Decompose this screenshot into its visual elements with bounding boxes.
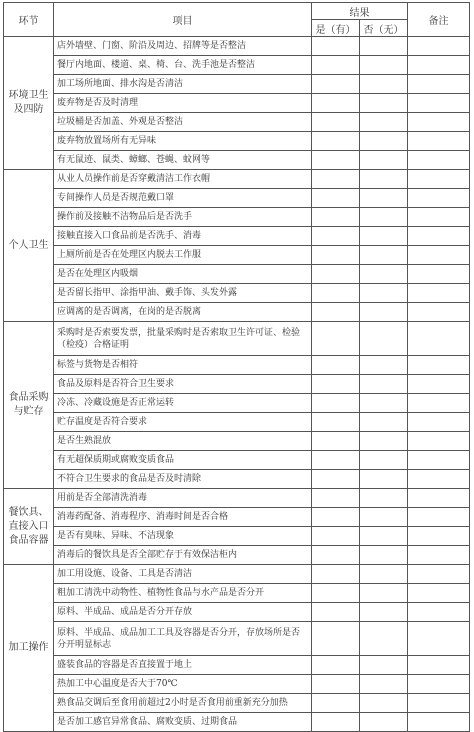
inspection-table xyxy=(3,2,470,732)
check-item: 热加工中心温度是否大于70℃ xyxy=(54,675,312,694)
table-row xyxy=(4,527,470,546)
check-item: 从业人员操作前是否穿戴清洁工作衣帽 xyxy=(54,170,312,189)
check-item: 是否在处理区内吸烟 xyxy=(54,265,312,284)
yes-cell[interactable] xyxy=(312,75,360,94)
header-remark: 备注 xyxy=(408,3,470,37)
check-item: 粗加工清洗中动物性、植物性食品与水产品是否分开 xyxy=(54,584,312,603)
no-cell[interactable] xyxy=(360,584,408,603)
check-item: 冷冻、冷藏设施是否正常运转 xyxy=(54,394,312,413)
check-item: 是否有臭味、异味、不洁现象 xyxy=(54,527,312,546)
header-item: 项目 xyxy=(54,3,312,37)
remark-cell[interactable] xyxy=(408,694,470,713)
yes-cell[interactable] xyxy=(312,713,360,732)
no-cell[interactable] xyxy=(360,75,408,94)
check-item: 有无鼠迹、鼠类、蟑螂、苍蝇、蚊网等 xyxy=(54,151,312,170)
no-cell[interactable] xyxy=(360,113,408,132)
no-cell[interactable] xyxy=(360,675,408,694)
no-cell[interactable] xyxy=(360,432,408,451)
check-item: 应调离的是否调离，在岗的是否脱离 xyxy=(54,303,312,322)
no-cell[interactable] xyxy=(360,37,408,56)
table-row xyxy=(4,656,470,675)
no-cell[interactable] xyxy=(360,265,408,284)
table-row xyxy=(4,713,470,732)
table-row xyxy=(4,394,470,413)
no-cell[interactable] xyxy=(360,656,408,675)
no-cell[interactable] xyxy=(360,284,408,303)
table-header xyxy=(4,3,470,37)
check-item: 原料、半成品、成品加工工具及容器是否分开，存放场所是否分开明显标志 xyxy=(54,622,312,656)
yes-cell[interactable] xyxy=(312,546,360,565)
table-row xyxy=(4,94,470,113)
remark-cell[interactable] xyxy=(408,413,470,432)
table-row xyxy=(4,132,470,151)
check-item: 盛装食品的容器是否直接置于地上 xyxy=(54,656,312,675)
check-item: 是否生熟混放 xyxy=(54,432,312,451)
remark-cell[interactable] xyxy=(408,322,470,356)
yes-cell[interactable] xyxy=(312,694,360,713)
no-cell[interactable] xyxy=(360,489,408,508)
check-item: 垃圾桶是否加盖、外观是否整洁 xyxy=(54,113,312,132)
no-cell[interactable] xyxy=(360,375,408,394)
table-row xyxy=(4,584,470,603)
remark-cell[interactable] xyxy=(408,208,470,227)
remark-cell[interactable] xyxy=(408,303,470,322)
remark-cell[interactable] xyxy=(408,713,470,732)
table-row xyxy=(4,489,470,508)
yes-cell[interactable] xyxy=(312,413,360,432)
remark-cell[interactable] xyxy=(408,375,470,394)
table-row xyxy=(4,113,470,132)
yes-cell[interactable] xyxy=(312,94,360,113)
table-row xyxy=(4,451,470,470)
yes-cell[interactable] xyxy=(312,132,360,151)
no-cell[interactable] xyxy=(360,394,408,413)
remark-cell[interactable] xyxy=(408,584,470,603)
yes-cell[interactable] xyxy=(312,322,360,356)
table-row xyxy=(4,265,470,284)
remark-cell[interactable] xyxy=(408,565,470,584)
check-item: 废弃物放置场所有无异味 xyxy=(54,132,312,151)
no-cell[interactable] xyxy=(360,508,408,527)
remark-cell[interactable] xyxy=(408,132,470,151)
remark-cell[interactable] xyxy=(408,432,470,451)
yes-cell[interactable] xyxy=(312,451,360,470)
remark-cell[interactable] xyxy=(408,675,470,694)
check-item: 上厕所前是否在处理区内脱去工作服 xyxy=(54,246,312,265)
check-item: 消毒后的餐饮具是否全部贮存于有效保洁柜内 xyxy=(54,546,312,565)
remark-cell[interactable] xyxy=(408,451,470,470)
no-cell[interactable] xyxy=(360,694,408,713)
no-cell[interactable] xyxy=(360,603,408,622)
check-item: 加工场所地面、排水沟是否清洁 xyxy=(54,75,312,94)
remark-cell[interactable] xyxy=(408,546,470,565)
table-row xyxy=(4,322,470,356)
table-row xyxy=(4,303,470,322)
header-no: 否（无） xyxy=(360,20,408,37)
table-row xyxy=(4,208,470,227)
yes-cell[interactable] xyxy=(312,227,360,246)
header-result: 结果 xyxy=(312,3,408,20)
remark-cell[interactable] xyxy=(408,265,470,284)
remark-cell[interactable] xyxy=(408,603,470,622)
check-item: 不符合卫生要求的食品是否及时清除 xyxy=(54,470,312,489)
table-row xyxy=(4,284,470,303)
check-item: 是否加工感官异常食品、腐败变质、过期食品 xyxy=(54,713,312,732)
check-item: 操作前及接触不洁物品后是否洗手 xyxy=(54,208,312,227)
yes-cell[interactable] xyxy=(312,675,360,694)
yes-cell[interactable] xyxy=(312,584,360,603)
yes-cell[interactable] xyxy=(312,356,360,375)
remark-cell[interactable] xyxy=(408,94,470,113)
no-cell[interactable] xyxy=(360,356,408,375)
check-item: 加工用设施、设备、工具是否清洁 xyxy=(54,565,312,584)
table-row xyxy=(4,622,470,656)
yes-cell[interactable] xyxy=(312,284,360,303)
table-row xyxy=(4,508,470,527)
no-cell[interactable] xyxy=(360,451,408,470)
table-row xyxy=(4,565,470,584)
remark-cell[interactable] xyxy=(408,37,470,56)
no-cell[interactable] xyxy=(360,151,408,170)
yes-cell[interactable] xyxy=(312,56,360,75)
table-row xyxy=(4,470,470,489)
remark-cell[interactable] xyxy=(408,656,470,675)
header-segment: 环节 xyxy=(4,3,54,37)
remark-cell[interactable] xyxy=(408,56,470,75)
no-cell[interactable] xyxy=(360,303,408,322)
remark-cell[interactable] xyxy=(408,394,470,413)
remark-cell[interactable] xyxy=(408,284,470,303)
yes-cell[interactable] xyxy=(312,265,360,284)
check-item: 熟食品交调后至食用前超过2小时是否食用前重新充分加热 xyxy=(54,694,312,713)
table-row xyxy=(4,37,470,56)
check-item: 接触直接入口食品前是否洗手、消毒 xyxy=(54,227,312,246)
no-cell[interactable] xyxy=(360,94,408,113)
table-row xyxy=(4,603,470,622)
no-cell[interactable] xyxy=(360,208,408,227)
check-item: 是否留长指甲、涂指甲油、戴手饰、头发外露 xyxy=(54,284,312,303)
yes-cell[interactable] xyxy=(312,394,360,413)
section-name: 食品采购与贮存 xyxy=(4,322,54,489)
table-row xyxy=(4,413,470,432)
check-item: 店外墙壁、门窗、阶沿及周边、招牌等是否整洁 xyxy=(54,37,312,56)
check-item: 食品及原料是否符合卫生要求 xyxy=(54,375,312,394)
yes-cell[interactable] xyxy=(312,432,360,451)
yes-cell[interactable] xyxy=(312,303,360,322)
table-row xyxy=(4,246,470,265)
yes-cell[interactable] xyxy=(312,375,360,394)
check-item: 标签与货物是否相符 xyxy=(54,356,312,375)
yes-cell[interactable] xyxy=(312,246,360,265)
table-row xyxy=(4,375,470,394)
check-item: 采购时是否索要发票，批量采购时是否索取卫生许可证、检验（检疫）合格证明 xyxy=(54,322,312,356)
table-row xyxy=(4,546,470,565)
no-cell[interactable] xyxy=(360,322,408,356)
table-row xyxy=(4,189,470,208)
section-name: 环境卫生及四防 xyxy=(4,37,54,170)
check-item: 贮存温度是否符合要求 xyxy=(54,413,312,432)
remark-cell[interactable] xyxy=(408,75,470,94)
yes-cell[interactable] xyxy=(312,113,360,132)
check-item: 专间操作人员是否规范戴口罩 xyxy=(54,189,312,208)
no-cell[interactable] xyxy=(360,132,408,151)
yes-cell[interactable] xyxy=(312,37,360,56)
no-cell[interactable] xyxy=(360,170,408,189)
remark-cell[interactable] xyxy=(408,227,470,246)
remark-cell[interactable] xyxy=(408,151,470,170)
check-item: 餐厅内地面、楼道、桌、椅、台、洗手池是否整洁 xyxy=(54,56,312,75)
no-cell[interactable] xyxy=(360,565,408,584)
table-row xyxy=(4,675,470,694)
yes-cell[interactable] xyxy=(312,656,360,675)
remark-cell[interactable] xyxy=(408,622,470,656)
header-yes: 是（有） xyxy=(312,20,360,37)
check-item: 有无超保质期或腐败变质食品 xyxy=(54,451,312,470)
no-cell[interactable] xyxy=(360,189,408,208)
yes-cell[interactable] xyxy=(312,527,360,546)
remark-cell[interactable] xyxy=(408,508,470,527)
section-name: 个人卫生 xyxy=(4,170,54,322)
no-cell[interactable] xyxy=(360,713,408,732)
table-row xyxy=(4,151,470,170)
remark-cell[interactable] xyxy=(408,246,470,265)
no-cell[interactable] xyxy=(360,622,408,656)
yes-cell[interactable] xyxy=(312,489,360,508)
table-row xyxy=(4,56,470,75)
no-cell[interactable] xyxy=(360,470,408,489)
yes-cell[interactable] xyxy=(312,470,360,489)
table-row xyxy=(4,227,470,246)
yes-cell[interactable] xyxy=(312,622,360,656)
no-cell[interactable] xyxy=(360,56,408,75)
remark-cell[interactable] xyxy=(408,470,470,489)
remark-cell[interactable] xyxy=(408,489,470,508)
yes-cell[interactable] xyxy=(312,603,360,622)
yes-cell[interactable] xyxy=(312,170,360,189)
table-row xyxy=(4,170,470,189)
table-row xyxy=(4,694,470,713)
table-row xyxy=(4,356,470,375)
check-item: 用前是否全部清洗消毒 xyxy=(54,489,312,508)
section-name: 加工操作 xyxy=(4,565,54,732)
section-name: 餐饮具、直接入口食品容器 xyxy=(4,489,54,565)
yes-cell[interactable] xyxy=(312,565,360,584)
no-cell[interactable] xyxy=(360,246,408,265)
yes-cell[interactable] xyxy=(312,508,360,527)
remark-cell[interactable] xyxy=(408,527,470,546)
yes-cell[interactable] xyxy=(312,189,360,208)
yes-cell[interactable] xyxy=(312,151,360,170)
no-cell[interactable] xyxy=(360,227,408,246)
check-item: 废弃物是否及时清理 xyxy=(54,94,312,113)
remark-cell[interactable] xyxy=(408,189,470,208)
no-cell[interactable] xyxy=(360,413,408,432)
check-item: 原料、半成品、成品是否分开存放 xyxy=(54,603,312,622)
no-cell[interactable] xyxy=(360,546,408,565)
remark-cell[interactable] xyxy=(408,356,470,375)
yes-cell[interactable] xyxy=(312,208,360,227)
table-row xyxy=(4,432,470,451)
remark-cell[interactable] xyxy=(408,170,470,189)
no-cell[interactable] xyxy=(360,527,408,546)
remark-cell[interactable] xyxy=(408,113,470,132)
check-item: 消毒药配备、消毒程序、消毒时间是否合格 xyxy=(54,508,312,527)
table-row xyxy=(4,75,470,94)
